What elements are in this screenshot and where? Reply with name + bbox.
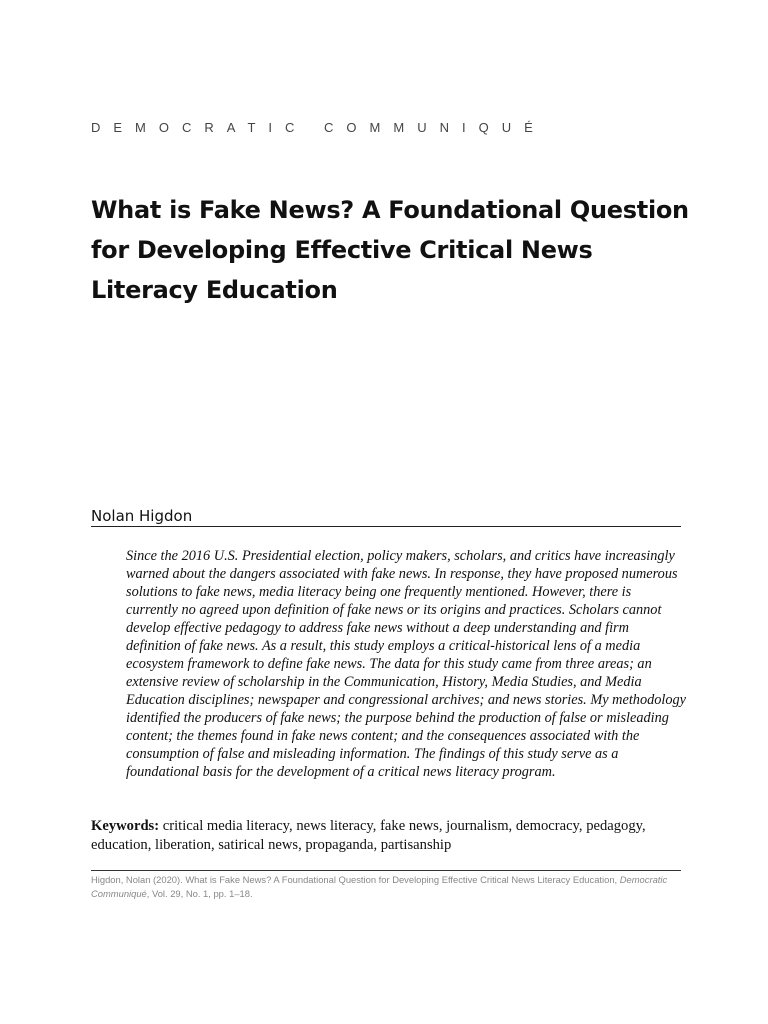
citation-text: Higdon, Nolan (2020). What is Fake News? A Foundational Question for Developing Effective Critical News Literacy Education, [91, 874, 620, 885]
keywords [91, 817, 686, 855]
citation-footer [91, 873, 691, 901]
abstract: Since the 2016 U.S. Presidential election, policy makers, scholars, and critics have increasingly warned about the dangers associated with fake news. In response, they have proposed numerous solutions to fake news, media literacy being one frequently mentioned. However, there is currently no agreed upon definition of fake news or its origins and practices. Scholars cannot develop effective pedagogy to address fake news without a deep understanding and firm definition of fake news. As a result, this study employs a critical-historical lens of a media ecosystem framework to define fake news. The data for this study came from three areas; an extensive review of scholarship in the Communication, History, Media Studies, and Media Education disciplines; newspaper and congressional archives; and news stories. My methodology identified the producers of fake news; the purpose behind the production of false or misleading content; the themes found in fake news content; and the consequences associated with the consumption of false and misleading information. The findings of this study serve as a foundational basis for the development of a critical news literacy program. [126, 548, 687, 780]
keywords-label: Keywords: [91, 818, 160, 834]
keywords-list: critical media literacy, news literacy, fake news, journalism, democracy, pedagogy, education, liberation, satirical news, propaganda, partisanship [91, 818, 646, 853]
citation-details: , Vol. 29, No. 1, pp. 1–18. [146, 888, 253, 899]
article-title: What is Fake News? A Foundational Question for Developing Effective Critical News Literacy Education [91, 196, 689, 304]
author-name: Nolan Higdon [91, 507, 681, 527]
citation-divider [91, 870, 681, 871]
citation-journal: Democratic Communiqué [91, 874, 668, 899]
journal-header: DEMOCRATIC COMMUNIQUÉ [91, 120, 546, 135]
